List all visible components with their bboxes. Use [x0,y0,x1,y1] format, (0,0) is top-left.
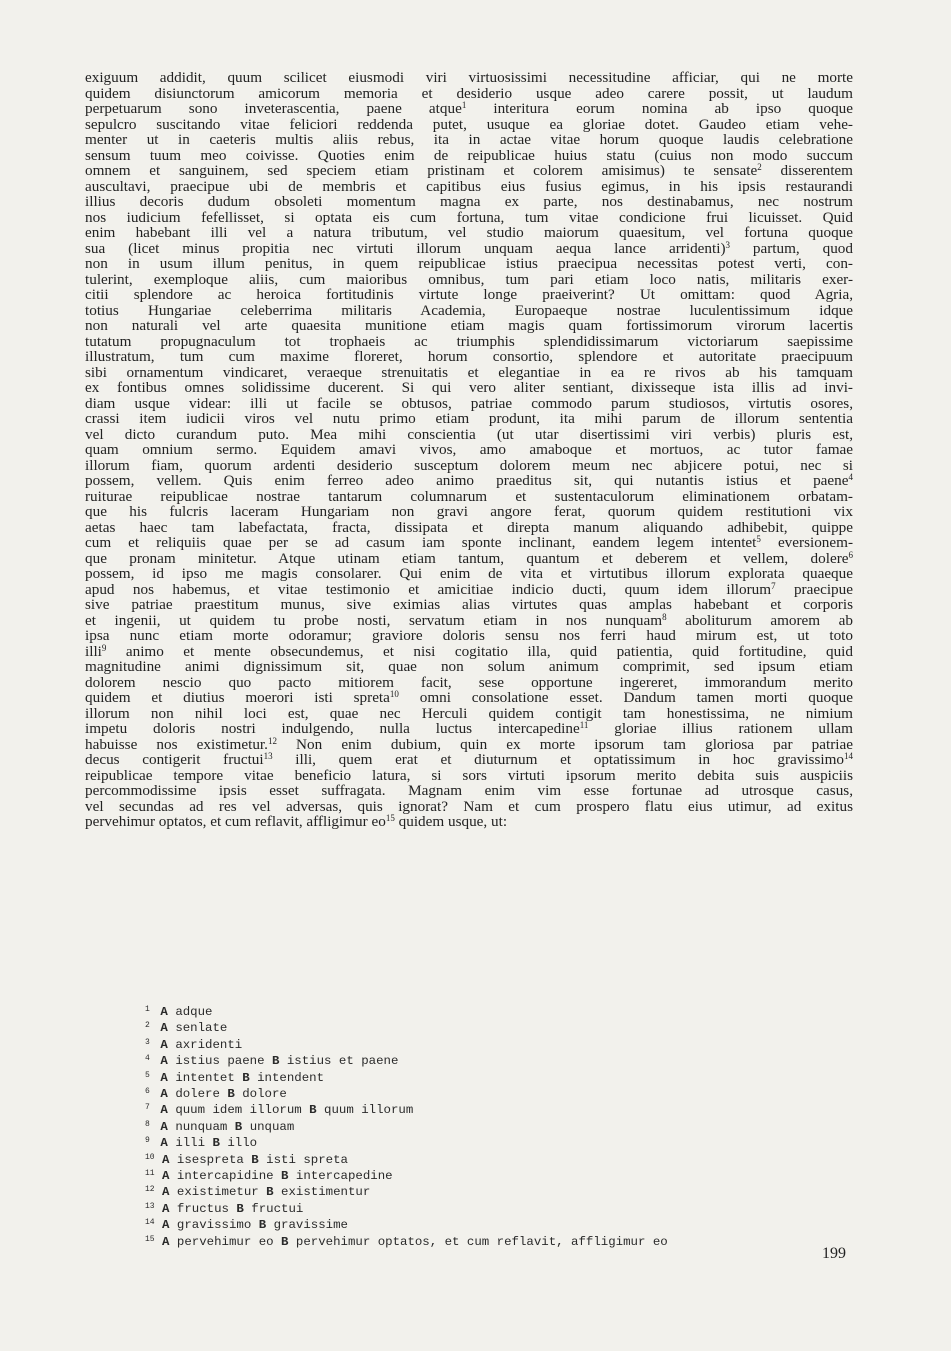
variant-a: senlate [175,1021,228,1036]
footnote-number: 11 [145,1169,155,1179]
witness-label-a: A [153,1070,176,1085]
footnote-number: 6 [145,1087,150,1097]
text-line: quam omnium sermo. Equidem amavi vivos, amo amaboque et mortuos, ac tutor famae [85,441,853,458]
text-line: nos iudicium fefellisset, si optata eis cum fortuna, tum vitae condicione frui licuisset. Quid [85,208,853,226]
footnote-marker: 5 [756,534,761,544]
footnote-item [145,1167,765,1183]
footnote-item [145,1151,765,1167]
witness-label-a: A [154,1218,177,1233]
variant-a: nunquam [175,1119,228,1134]
text-line: possem, vellem. Quis enim ferreo adeo animo praeditus sit, qui nutantis istius et paene$^4$ [85,472,853,489]
witness-label-a: A [153,1103,176,1118]
variant-b: isti spreta [266,1152,348,1167]
text-line: et ingenii, ut quidem tu probe nosti, servatum etiam in nos nunquam$^8$ aboliturum amorem ab [85,611,853,629]
footnote-number: 5 [145,1070,150,1080]
text-line: impetu doloris nostri indulgendo, nulla luctus intercapedine$^{11}$ gloriae illius rationem ullam [85,720,853,737]
variant-b: pervehimur optatos, et cum reflavit, affligimur eo [295,1234,668,1249]
witness-label-a: A [154,1201,177,1216]
variant-b: quum illorum [324,1103,414,1118]
footnote-marker: 15 [385,813,395,823]
witness-label-a: A [153,1136,176,1151]
witness-label-b: B [219,1087,243,1102]
footnote-marker: 9 [101,642,107,653]
text-line: aetas haec tam labefactata, fracta, dissipata et direpta manum aliquando adhibebit, quippe [85,518,853,536]
footnote-number: 15 [145,1234,155,1244]
text-line: decus contigerit fructui$^{13}$ illi, quem erat et diuturnum et optatissimum in hoc gravissimo$^{14}$ [85,751,854,768]
footnote-marker: 14 [844,751,854,761]
witness-label-a: A [153,1087,176,1102]
witness-label-b: B [273,1169,296,1184]
text-line: illius decoris dudum obsoleti momentum magna ex parte, nos destinabamus, nec nostrum [85,193,853,210]
footnote-number: 2 [145,1021,150,1031]
text-line: sepulcro suscitando vitae feliciori reddenda putet, usuque ea gloriae dotet. Gaudeo etiam vehe- [85,115,853,133]
witness-label-a: A [153,1054,176,1069]
variant-a: intentet [175,1070,235,1085]
footnote-marker: 3 [725,239,731,250]
footnote-marker: 11 [579,720,589,730]
variant-b: intercapedine [295,1169,393,1184]
variant-a: dolere [175,1087,220,1102]
footnote-marker: 10 [389,689,399,699]
text-line: vel secundas ad res vel adversas, quis ignorat? Nam et cum prospero flatu eius utimur, ad exitus [85,797,853,815]
text-line: possem, id ipso me magis consolarer. Qui enim de vita et virtutibus illorum explorata quaeque [85,565,853,582]
witness-label-a: A [154,1169,177,1184]
witness-label-b: B [243,1152,267,1167]
text-line: percommodissime ipsis esset suffragata. Magnam enim vim esse fortunae ad utrosque casus, [85,782,853,799]
variant-b: existimentur [281,1185,371,1200]
variant-a: isespreta [176,1152,244,1167]
text-line: perpetuarum sono inveterascentia, paene atque$^1$ interitura eorum nomina ab ipso quoque [85,100,853,117]
footnote-number: 14 [145,1218,155,1228]
variant-a: axridenti [175,1037,243,1052]
text-line: tutatum propugnaculum tot trophaeis ac triumphis splendidissimarum victoriarum saepissime [85,332,853,350]
footnote-number: 7 [145,1103,150,1113]
text-line: sive patriae praestitum munus, sive eximias alias virtutes quas amplas habebant et corporis [85,596,853,613]
variant-b: dolore [242,1087,287,1102]
footnote-item [145,1183,765,1199]
footnote-item [145,1118,765,1134]
text-line: apud nos habemus, et vitae testimonio et amicitiae indicio ducti, quum idem illorum$^7$ praecipue [85,580,853,598]
text-line: omnem et sanguinem, sed speciem etiam pristinam et colorem amisimus) te sensate$^2$ disserentem [85,162,853,179]
text-line: menter ut in caeteris multis aliis rebus, ita in actae vitae horum quoque laudis celebratione [85,131,853,148]
footnote-number: 12 [145,1185,155,1195]
footnote-item [145,1216,765,1232]
variant-a: fructus [176,1201,229,1216]
footnote-marker: 6 [848,549,853,560]
footnote-number: 13 [145,1201,155,1211]
footnote-number: 10 [145,1152,155,1162]
witness-label-b: B [251,1218,274,1233]
variant-a: istius paene [175,1054,265,1069]
witness-label-a: A [154,1234,177,1249]
witness-label-a: A [154,1152,177,1167]
text-line: exiguum addidit, quum scilicet eiusmodi viri virtuosissimi necessitudine afficiar, qui ne morte [85,69,853,86]
text-line: dolorem nescio quo pacto mitiorem facit, sese opportune ingereret, immorandum merito [85,673,853,691]
footnote-marker: 4 [848,472,853,482]
footnote-marker: 7 [771,580,776,591]
text-line: auscultavi, praecipue ubi de membris et capitibus eius fusius egimus, in his ipsis restaurandi [85,177,853,195]
text-line: tulerint, exemploque aliis, cum maioribus omnibus, tum pari etiam loco natis, militaris exer- [85,270,853,288]
text-line: illustratum, tum cum maxime floreret, horum consortio, splendore et autoritate praecipuum [85,348,853,365]
text-line: pervehimur optatos, et cum reflavit, affligimur $eo^{15}$ quidem usque, ut: [85,813,508,830]
variant-b: gravissime [273,1218,348,1233]
witness-label-b: B [273,1234,296,1249]
footnote-item [145,1003,765,1019]
text-line: sibi ornamentum vindicaret, veraeque strenuitatis et elegantiae in ea re rivos ab his tamquam [85,363,853,381]
footnote-item [145,1069,765,1085]
footnote-item [145,1200,765,1216]
text-line: vel dicto curandum puto. Mea mihi conscientia (ut utar disertissimi viri verbis) pluris est, [85,425,853,443]
witness-label-a: A [154,1185,177,1200]
footnote-number: 8 [145,1119,150,1129]
text-line: ruiturae reipublicae nostrae tantarum columnarum et sustentaculorum eliminationem orbatam- [85,487,853,505]
footnote-item [145,1085,765,1101]
witness-label-b: B [205,1136,228,1151]
witness-label-b: B [264,1054,287,1069]
text-line: non in usum illum penitus, in quem reipublicae istius praecipua necessitas potest verti, con- [85,255,853,272]
text-line: que his fulcris laceram Hungariam non gravi angore ferat, quorum quidem restitutioni vix [85,503,853,520]
text-line: non naturali vel arte quaesita munitione etiam magis quam fortissimorum virorum lacertis [85,317,853,334]
footnote-number: 9 [145,1136,150,1146]
text-line: sua (licet minus propitia nec virtuti illorum unquam aequa lance arridenti)$^3$ partum, quod [85,239,853,257]
footnote-marker: 1 [461,100,467,110]
text-line: enim habebant illi vel a natura tributum, vel studio maiorum quaesitum, vel fortuna quoque [85,224,853,241]
footnote-item [145,1052,765,1068]
witness-label-b: B [228,1201,252,1216]
variant-a: gravissimo [176,1218,252,1233]
text-line: illorum non nihil loci est, quae nec Herculi quidem contigit tam honestissima, ne nimium [85,704,853,722]
footnote-marker: 8 [662,611,667,622]
witness-label-b: B [258,1185,282,1200]
footnotes [145,1003,765,1249]
text-line: quidem disiunctorum amicorum memoria et desiderio usque adeo carere possit, ut laudum [85,84,853,102]
footnote-number: 4 [145,1054,150,1064]
text-line: ex fontibus omnes solidissime ducerent. Si qui vero aliter sentiant, dixisseque ista illis ad invi- [85,379,853,396]
variant-b: illo [227,1136,258,1151]
text-line: cum et reliquiis quae per se ad casum iam sponte inclinant, eandem legem intentet$^5$ eversionem- [85,534,854,551]
text-line: crassi item iudicii viros vel nutu primo etiam produnt, ita mihi parum de illorum sententia [85,410,853,427]
text-line: sensum tuum meo coivisse. Quoties enim de reipublicae huius statu (cuius non modo succum [85,146,853,164]
witness-label-b: B [301,1103,325,1118]
witness-label-a: A [153,1021,176,1036]
variant-a: quum idem illorum [175,1103,302,1118]
main-text [85,70,853,830]
witness-label-a: A [153,1037,176,1052]
variant-b: istius et paene [286,1054,399,1069]
variant-b: intendent [257,1070,325,1085]
footnote-item [145,1019,765,1035]
text-line: que pronam minitetur. Atque utinam etiam tantum, quantum et deberem et vellem, dolere$^6$ [85,549,853,567]
variant-b: unquam [249,1119,295,1134]
footnote-marker: 2 [757,162,762,172]
footnote-item [145,1233,765,1249]
footnote-item [145,1134,765,1150]
text-line: illi$^9$ animo et mente obsecundemus, et nisi cogitatio illa, quid patientia, quid fortitudine, quid [85,642,853,660]
footnote-item [145,1036,765,1052]
variant-a: illi [175,1136,206,1151]
page-number: 199 [822,1245,846,1262]
footnote-number: 3 [145,1037,150,1047]
variant-a: adque [175,1005,213,1019]
text-line: ipsa nunc etiam morte odoramur; graviore doloris sensu nos ferri haud mirum est, ut toto [85,627,853,644]
witness-label-b: B [227,1119,250,1134]
text-line: quidem et diutius moerori isti spreta$^{10}$ omni consolatione esset. Dandum tamen morti quoque [85,689,854,706]
variant-b: fructui [251,1201,304,1216]
variant-a: intercapidine [176,1169,274,1184]
text-line: illorum fiam, quorum ardenti desiderio susceptum dolorem meum nec abjicere potui, nec si [85,456,853,474]
variant-a: existimetur [176,1185,259,1200]
variant-a: pervehimur eo [176,1234,274,1249]
text-line: magnitudine animi dignissimum sit, quae non solum animum comprimit, sed ipsum etiam [85,658,853,675]
text-line: diam usque videar: illi ut facile se obtusos, patriae commodo parum studiosos, virtutis osores, [85,394,853,412]
footnote-marker: 13 [263,751,273,761]
text-line: habuisse nos existimetur.$^{12}$ Non enim dubium, quin ex morte ipsorum tam gloriosa par patriae [85,735,853,753]
text-line: citii splendore ac heroica fortitudinis virtute longe praeiverint? Ut omittam: quod Agria, [85,286,853,303]
text-line: totius Hungariae celeberrima militaris Academia, Europaeque nostrae luculentissimum idque [85,301,853,319]
footnote-item [145,1101,765,1117]
footnote-marker: 12 [267,735,277,746]
witness-label-a: A [153,1005,176,1019]
text-line: reipublicae tempore vitae beneficio latura, si sors virtuti ipsorum merito debita suis auspiciis [85,766,853,784]
footnote-number: 1 [145,1005,150,1014]
witness-label-b: B [234,1070,258,1085]
witness-label-a: A [153,1119,176,1134]
